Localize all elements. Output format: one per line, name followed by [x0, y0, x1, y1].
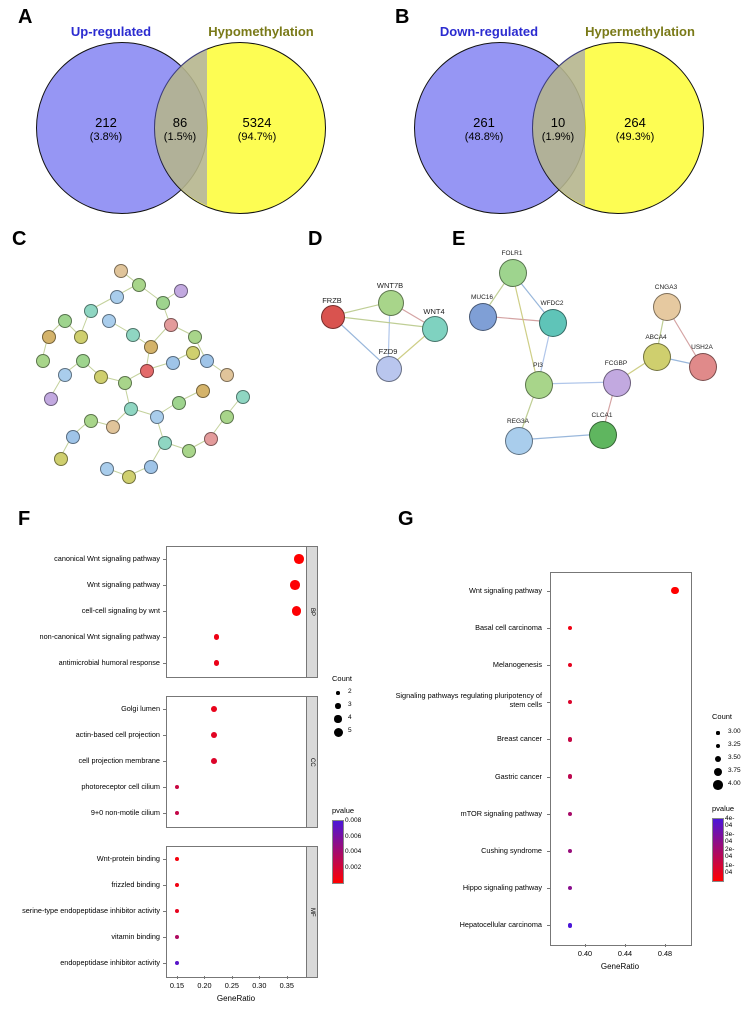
network-c-node [118, 376, 132, 390]
dotplot-f-ylabel: 9+0 non-motile cilium [90, 808, 160, 817]
dotplot-f-point [292, 606, 301, 615]
venn-b-left-title: Down-regulated [439, 24, 539, 39]
dotplot-f-point [175, 883, 179, 887]
network-c-node [220, 368, 234, 382]
dotplot-g-ytick [547, 814, 550, 815]
venn-a-right-count-pct: (94.7%) [237, 130, 277, 143]
venn-a-right-count [222, 116, 292, 144]
network-c-node [124, 402, 138, 416]
dotplot-f-pvalue-legend-tick: 0.004 [345, 848, 362, 855]
network-c-node [166, 356, 180, 370]
netE-node-label-folr1: FOLR1 [501, 250, 523, 257]
dotplot-f-pvalue-legend-tick: 0.002 [345, 863, 362, 871]
venn-b-right-count-value: 264 [624, 115, 646, 130]
panel-letter-c: C [12, 228, 27, 250]
network-c-node [44, 392, 58, 406]
network-c-node [106, 420, 120, 434]
dotplot-g-ylabel: Cushing syndrome [481, 846, 542, 855]
dotplot-f-xticklabel: 0.30 [252, 981, 267, 990]
dotplot-f-point [175, 961, 179, 965]
dotplot-g-xticklabel: 0.44 [617, 949, 633, 958]
venn-a-center-count-pct: (1.5%) [163, 130, 197, 143]
dotplot-f-ytick [163, 937, 166, 938]
network-c-node [84, 304, 98, 318]
dotplot-f-count-legend-label: 5 [348, 727, 352, 734]
dotplot-f-ytick [163, 761, 166, 762]
dotplot-f-point [175, 785, 179, 789]
dotplot-f-xtick-mark [177, 976, 178, 979]
network-c [20, 250, 270, 505]
dotplot-f-count-legend-title: Count [332, 674, 353, 683]
venn-b-left-count-pct: (48.8%) [464, 130, 504, 143]
venn-diagram-a [36, 24, 346, 218]
venn-a-left-title: Up-regulated [70, 24, 152, 39]
dotplot-f-ytick [163, 709, 166, 710]
venn-b-center-count-value: 10 [550, 115, 566, 130]
network-c-node [140, 364, 154, 378]
netD-node-wnt7b [378, 290, 404, 316]
dotplot-g-ytick [547, 628, 550, 629]
dotplot-g-count-legend-dot [713, 780, 723, 790]
dotplot-f-point [175, 909, 179, 913]
network-c-node [126, 328, 140, 342]
dotplot-f-point [175, 857, 179, 861]
venn-a-left-count [76, 116, 136, 144]
venn-diagram-b [414, 24, 724, 218]
dotplot-g-count-legend-label: 3.75 [728, 767, 741, 774]
network-c-node [54, 452, 68, 466]
netE-node-wfdc2 [539, 309, 567, 337]
dotplot-g-ytick [547, 851, 550, 852]
panel-letter-d: D [308, 228, 323, 250]
panel-letter-f: F [18, 508, 31, 530]
dotplot-g-point [671, 587, 678, 594]
dotplot-f-xticklabel: 0.15 [169, 981, 185, 990]
dotplot-f-point [290, 580, 299, 589]
dotplot-g-xticklabel: 0.48 [657, 949, 673, 958]
dotplot-f-ylabel: frizzled binding [111, 880, 160, 889]
netE-node-folr1 [499, 259, 527, 287]
dotplot-g-point [568, 923, 572, 927]
dotplot-g-ytick [547, 591, 550, 592]
netE-node-label-muc16: MUC16 [470, 294, 494, 301]
dotplot-g-count-legend-label: 3.00 [728, 728, 741, 735]
dotplot-f-ylabel: Wnt-protein binding [96, 854, 160, 863]
dotplot-f-ylabel: Golgi lumen [121, 704, 160, 713]
dotplot-g-ylabel: Signaling pathways regulating pluripotency of stem cells [395, 691, 542, 710]
dotplot-g-pvalue-legend-tick: 1e-04 [725, 861, 735, 876]
venn-b-center-count-pct: (1.9%) [541, 130, 575, 143]
dotplot-g-pvalue-legend-title: pvalue [712, 804, 735, 813]
venn-b-right-title: Hypermethylation [585, 24, 695, 39]
dotplot-g-pvalue-legend-tick: 2e-04 [725, 846, 735, 860]
network-c-node [102, 314, 116, 328]
dotplot-f-point [175, 935, 179, 939]
netE-node-label-abca4: ABCA4 [645, 334, 667, 341]
network-c-node [36, 354, 50, 368]
network-c-node [42, 330, 56, 344]
dotplot-g-count-legend-dot [715, 756, 721, 762]
netE-node-label-clca1: CLCA1 [591, 412, 613, 419]
netE-node-label-cnga3: CNGA3 [654, 284, 678, 291]
dotplot-f-count-legend-label: 4 [348, 714, 352, 721]
dotplot-g-xticklabel: 0.40 [577, 949, 593, 958]
venn-a-center-count [150, 116, 210, 144]
dotplot-g-pvalue-legend-tick: 4e-04 [725, 815, 735, 829]
dotplot-g-count-legend-dot [716, 744, 721, 749]
dotplot-g-ytick [547, 739, 550, 740]
venn-a-center-count-value: 86 [172, 115, 188, 130]
dotplot-g-count-legend-dot [716, 731, 719, 734]
netD-node-wnt4 [422, 316, 448, 342]
dotplot-f-pvalue-colorbar [332, 820, 344, 884]
netE-node-clca1 [589, 421, 617, 449]
dotplot-g-xtick-mark [625, 944, 626, 947]
dotplot-g-ylabel: Melanogenesis [492, 660, 542, 669]
panel-letter-b: B [395, 6, 410, 28]
dotplot-g-xtick-mark [585, 944, 586, 947]
dotplot-f-pvalue-legend-title: pvalue [332, 806, 355, 815]
network-c-node [114, 264, 128, 278]
panel-letter-e: E [452, 228, 466, 250]
dotplot-f-xticklabel: 0.25 [224, 981, 239, 990]
dotplot-f-pvalue-legend-tick: 0.008 [345, 817, 362, 824]
dotplot-f-count-legend-dot [336, 691, 340, 695]
network-e [460, 244, 730, 474]
dotplot-g-count-legend-dot [714, 768, 722, 776]
dotplot-f-xtick-mark [204, 976, 205, 979]
dotplot-g-count-legend-title: Count [712, 712, 733, 721]
netE-node-label-reg3a: REG3A [506, 418, 530, 425]
dotplot-g-ylabel: Gastric cancer [494, 771, 542, 781]
network-c-node [58, 314, 72, 328]
dotplot-f-ytick [163, 663, 166, 664]
network-c-node [158, 436, 172, 450]
dotplot-f-xtick-mark [259, 976, 260, 979]
dotplot-f-ylabel: endopeptidase inhibitor activity [60, 958, 160, 967]
netE-node-label-ush2a: USH2A [691, 344, 713, 351]
venn-b-center-count [528, 116, 588, 144]
network-c-node [182, 444, 196, 458]
dotplot-g-ylabel: Wnt signaling pathway [468, 585, 542, 595]
dotplot-f-strip-bp: BP [306, 546, 318, 678]
panel-letter-a: A [18, 6, 33, 28]
venn-b-right-count [600, 116, 670, 144]
netE-node-label-wfdc2: WFDC2 [540, 300, 564, 307]
dotplot-g-count-legend-label: 3.25 [728, 741, 741, 748]
panel-letter-g: G [398, 508, 414, 530]
venn-a-right-title: Hypomethylation [208, 24, 314, 39]
dotplot-f-ylabel: serine-type endopeptidase inhibitor activity [22, 906, 160, 915]
dotplot-g-ylabel: Breast cancer [496, 734, 542, 744]
dotplot-g-pvalue-legend-tick: 3e-04 [725, 830, 735, 845]
dotplot-f-ytick [163, 787, 166, 788]
netE-node-muc16 [469, 303, 497, 331]
dotplot-g-point [568, 774, 572, 778]
dotplot-f-ylabel: canonical Wnt signaling pathway [54, 554, 160, 563]
venn-a-left-count-pct: (3.8%) [89, 130, 123, 143]
netD-node-label-wnt7b: WNT7B [376, 281, 404, 290]
dotplot-g-ytick [547, 777, 550, 778]
dotplot-f-xticklabel: 0.35 [279, 981, 294, 990]
network-c-node [188, 330, 202, 344]
venn-a-right-count-value: 5324 [242, 115, 272, 130]
netE-node-cnga3 [653, 293, 681, 321]
dotplot-f-point [175, 811, 179, 815]
dotplot-f-ytick [163, 735, 166, 736]
dotplot-f-ylabel: antimicrobial humoral response [58, 658, 160, 667]
netD-node-fzd9 [376, 356, 402, 382]
dotplot-f-ylabel: photoreceptor cell cilium [81, 782, 160, 791]
network-c-node [74, 330, 88, 344]
dotplot-f-strip-cc: CC [306, 696, 318, 828]
network-c-node [200, 354, 214, 368]
dotplot-f-ylabel: non-canonical Wnt signaling pathway [39, 632, 160, 641]
dotplot-f-facet-cc [166, 696, 308, 828]
dotplot-g-count-legend-label: 3.50 [728, 754, 741, 761]
network-c-node [186, 346, 200, 360]
dotplot-f-ytick [163, 637, 166, 638]
network-c-node [196, 384, 210, 398]
dotplot-f-ytick [163, 859, 166, 860]
dotplot-f-xtick-mark [287, 976, 288, 979]
network-c-node [174, 284, 188, 298]
dotplot-g-ytick [547, 925, 550, 926]
dotplot-f-facet-mf [166, 846, 308, 978]
dotplot-g-ylabel: Basal cell carcinoma [475, 622, 542, 632]
network-c-node [76, 354, 90, 368]
netE-node-ush2a [689, 353, 717, 381]
dotplot-f-strip-mf: MF [306, 846, 318, 978]
dotplot-f-ylabel: vitamin binding [111, 932, 160, 941]
dotplot-f-xaxis-title: GeneRatio [216, 994, 256, 1003]
netE-node-label-fcgbp: FCGBP [604, 360, 628, 367]
dotplot-f-ytick [163, 885, 166, 886]
netE-node-label-pi3: PI3 [533, 362, 543, 369]
netE-node-pi3 [525, 371, 553, 399]
network-c-node [172, 396, 186, 410]
dotplot-g-pvalue-colorbar [712, 818, 724, 882]
dotplot-f-facet-bp [166, 546, 308, 678]
dotplot-f [18, 528, 378, 1018]
netD-node-frzb [321, 305, 345, 329]
network-c-node [204, 432, 218, 446]
dotplot-g-count-legend-label: 4.00 [728, 780, 741, 787]
venn-b-right-count-pct: (49.3%) [615, 130, 655, 143]
dotplot-f-xticklabel: 0.20 [197, 981, 212, 990]
netD-node-label-fzd9: FZD9 [378, 347, 398, 356]
network-c-node [58, 368, 72, 382]
network-c-node [236, 390, 250, 404]
venn-b-left-count-value: 261 [473, 115, 495, 130]
dotplot-f-ytick [163, 911, 166, 912]
network-c-node [144, 340, 158, 354]
dotplot-f-ylabel: actin-based cell projection [75, 730, 160, 739]
network-c-node [132, 278, 146, 292]
dotplot-f-count-legend-dot [335, 703, 340, 708]
dotplot-g-ylabel: Hepatocellular carcinoma [459, 920, 542, 930]
dotplot-g-ytick [547, 665, 550, 666]
dotplot-f-count-legend-dot [334, 728, 343, 737]
dotplot-f-ylabel: cell-cell signaling by wnt [81, 606, 160, 615]
network-c-node [156, 296, 170, 310]
network-c-node [66, 430, 80, 444]
network-c-node [122, 470, 136, 484]
dotplot-f-count-legend-dot [334, 715, 341, 722]
dotplot-g-xtick-mark [665, 944, 666, 947]
network-c-node [150, 410, 164, 424]
dotplot-g [380, 560, 740, 1018]
netE-node-abca4 [643, 343, 671, 371]
dotplot-f-ylabel: Wnt signaling pathway [86, 580, 160, 589]
dotplot-f-ylabel: cell projection membrane [78, 756, 160, 765]
network-c-node [94, 370, 108, 384]
netE-node-fcgbp [603, 369, 631, 397]
dotplot-g-ylabel: Hippo signaling pathway [462, 883, 542, 893]
dotplot-f-count-legend-label: 3 [348, 701, 352, 708]
dotplot-f-ytick [163, 813, 166, 814]
netD-node-label-frzb: FRZB [322, 296, 342, 305]
dotplot-g-xaxis-title: GeneRatio [600, 962, 640, 971]
dotplot-g-ylabel: mTOR signaling pathway [460, 808, 542, 818]
dotplot-f-ytick [163, 559, 166, 560]
dotplot-f-ytick [163, 963, 166, 964]
network-c-node [144, 460, 158, 474]
netD-node-label-wnt4: WNT4 [423, 307, 445, 316]
dotplot-f-count-legend-label: 2 [348, 688, 352, 695]
venn-b-left-count [454, 116, 514, 144]
dotplot-f-point [294, 554, 303, 563]
dotplot-g-ytick [547, 888, 550, 889]
network-c-node [164, 318, 178, 332]
dotplot-f-ytick [163, 611, 166, 612]
netE-node-reg3a [505, 427, 533, 455]
network-c-node [220, 410, 234, 424]
network-c-node [110, 290, 124, 304]
network-c-node [84, 414, 98, 428]
venn-a-left-count-value: 212 [95, 115, 117, 130]
dotplot-f-ytick [163, 585, 166, 586]
dotplot-f-xtick-mark [232, 976, 233, 979]
dotplot-f-pvalue-legend-tick: 0.006 [345, 832, 362, 840]
dotplot-g-point [568, 737, 572, 741]
network-c-node [100, 462, 114, 476]
dotplot-g-ytick [547, 702, 550, 703]
